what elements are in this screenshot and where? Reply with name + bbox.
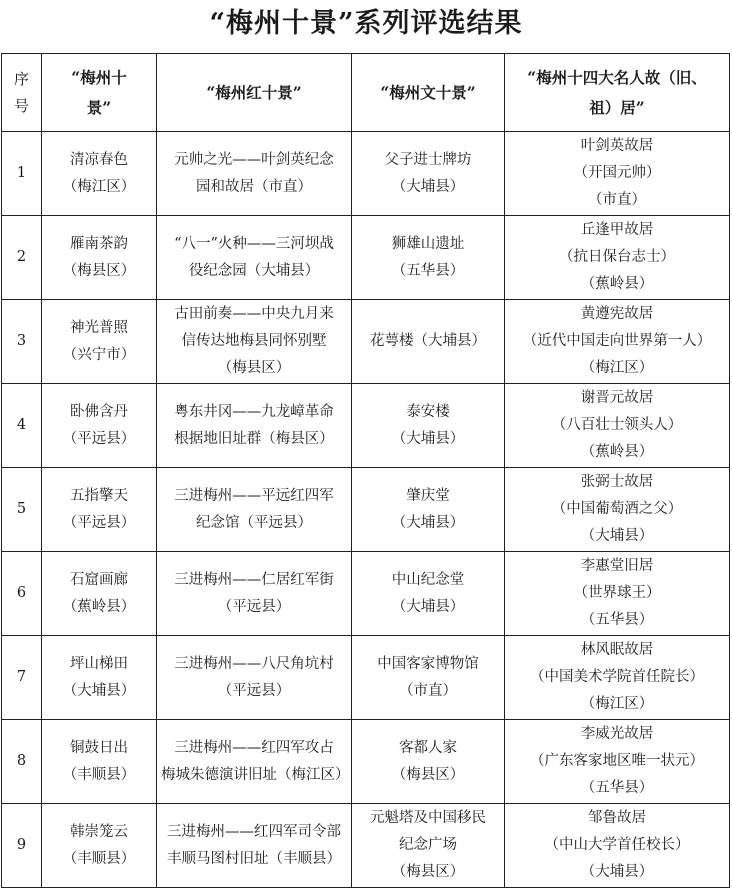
red-scenic-cell: [157, 384, 352, 468]
cell-line: （五华县）: [580, 612, 654, 628]
table-row: [2, 468, 730, 552]
red-scenic-cell: [157, 636, 352, 720]
table-row: [2, 216, 730, 300]
header-line: 祖）居”: [589, 97, 645, 117]
red-scenic-cell: [157, 132, 352, 216]
culture-scenic-cell: [352, 468, 505, 552]
cell-line: 李威光故居: [580, 726, 654, 742]
table-body: [2, 132, 730, 888]
table-row: [2, 720, 730, 804]
culture-scenic-cell: [352, 132, 505, 216]
cell-line: 叶剑英故居: [580, 138, 654, 154]
cell-line: 役纪念园（大埔县）: [188, 262, 320, 279]
table-row: [2, 300, 730, 384]
cell-line: 三进梅州——仁居红军街: [174, 571, 334, 588]
header-line: “梅州文十景”: [380, 82, 476, 102]
cell-line: 三进梅州——平远红四军: [174, 487, 334, 504]
culture-scenic-cell: [352, 636, 505, 720]
residence-cell: [505, 720, 730, 804]
cell-line: 元帅之光——叶剑英纪念: [174, 151, 334, 168]
row-index: 5: [2, 468, 42, 552]
cell-line: （中国美术学院首任院长）: [530, 669, 704, 685]
cell-line: 粤东井冈——九龙嶂革命: [174, 403, 334, 420]
culture-scenic-cell: [352, 216, 505, 300]
cell-line: （蕉岭县）: [62, 598, 136, 615]
red-scenic-cell: [157, 216, 352, 300]
cell-line: 神光普照: [70, 319, 128, 336]
cell-line: （大埔县）: [580, 528, 654, 544]
residence-cell: [505, 384, 730, 468]
header-culture-ten-scenes: [352, 54, 505, 132]
table-row: [2, 636, 730, 720]
cell-line: 丰顺马图村旧址（丰顺县）: [167, 850, 341, 867]
table-row: [2, 384, 730, 468]
residence-cell: [505, 132, 730, 216]
cell-line: （梅县区）: [62, 262, 136, 279]
residence-cell: [505, 552, 730, 636]
cell-line: （近代中国走向世界第一人）: [522, 333, 712, 349]
row-index: 7: [2, 636, 42, 720]
cell-line: （广东客家地区唯一状元）: [530, 753, 704, 769]
cell-line: 卧佛含丹: [70, 403, 128, 420]
cell-line: 雁南茶韵: [70, 235, 128, 252]
red-scenic-cell: [157, 468, 352, 552]
cell-line: 纪念广场: [399, 837, 457, 853]
cell-line: 梅城朱德演讲旧址（梅江区）: [161, 766, 350, 783]
residence-cell: [505, 300, 730, 384]
cell-line: 邹鲁故居: [588, 810, 646, 826]
scenic-cell: [42, 636, 157, 720]
culture-scenic-cell: [352, 720, 505, 804]
cell-line: 古田前奏——中央九月来: [174, 306, 334, 322]
cell-line: 五指擎天: [70, 487, 128, 504]
header-row: [2, 54, 730, 132]
cell-line: 谢晋元故居: [580, 390, 654, 406]
cell-line: 园和故居（市直）: [196, 178, 312, 195]
cell-line: 三进梅州——八尺角坑村: [174, 655, 334, 672]
cell-line: （梅江区）: [580, 696, 654, 712]
page-title: “梅州十景”系列评选结果: [209, 8, 523, 39]
residence-cell: [505, 804, 730, 888]
cell-line: “八一”火种——三河坝战: [174, 235, 334, 252]
cell-line: （大埔县）: [580, 864, 654, 880]
row-index: 2: [2, 216, 42, 300]
cell-line: （丰顺县）: [62, 766, 136, 783]
header-index-line: 序: [13, 69, 29, 88]
cell-line: 信传达地梅县同怀别墅: [181, 333, 327, 349]
cell-line: （梅江区）: [62, 178, 136, 195]
results-table: [1, 53, 730, 888]
cell-line: 三进梅州——红四军司令部: [167, 823, 341, 840]
row-index: 3: [2, 300, 42, 384]
cell-line: 根据地旧址群（梅县区）: [174, 430, 334, 447]
header-line: 景”: [86, 97, 112, 117]
cell-line: 狮雄山遗址: [391, 235, 465, 252]
cell-line: 纪念馆（平远县）: [196, 514, 312, 531]
cell-line: 李惠堂旧居: [580, 558, 654, 574]
red-scenic-cell: [157, 720, 352, 804]
header-index: [2, 54, 42, 132]
cell-line: 中山纪念堂: [391, 571, 465, 588]
cell-line: （梅江区）: [580, 360, 654, 376]
cell-line: 父子进士牌坊: [384, 151, 472, 168]
row-index: 8: [2, 720, 42, 804]
cell-line: （五华县）: [580, 780, 654, 796]
table-row: [2, 804, 730, 888]
header-line: “梅州十四大名人故（旧、: [527, 67, 707, 87]
cell-line: 客都人家: [399, 739, 457, 756]
header-famous-residences: [505, 54, 730, 132]
cell-line: （中山大学首任校长）: [544, 837, 690, 853]
culture-scenic-cell: [352, 804, 505, 888]
cell-line: （大埔县）: [62, 682, 136, 699]
scenic-cell: [42, 216, 157, 300]
cell-line: （五华县）: [391, 262, 465, 279]
cell-line: 石窟画廊: [70, 571, 128, 588]
cell-line: （开国元帅）: [573, 165, 661, 181]
header-line: “梅州红十景”: [206, 82, 302, 102]
row-index: 6: [2, 552, 42, 636]
cell-line: （梅县区）: [391, 864, 465, 880]
row-index: 4: [2, 384, 42, 468]
red-scenic-cell: [157, 552, 352, 636]
row-index: 9: [2, 804, 42, 888]
cell-line: （大埔县）: [391, 430, 465, 447]
header-meizhou-ten-scenes: [42, 54, 157, 132]
cell-line: （抗日保台志士）: [559, 249, 675, 265]
header-index-line: 号: [13, 96, 29, 115]
cell-line: （市直）: [588, 192, 646, 208]
residence-cell: [505, 636, 730, 720]
culture-scenic-cell: [352, 552, 505, 636]
cell-line: 元魁塔及中国移民: [370, 810, 486, 826]
scenic-cell: [42, 552, 157, 636]
scenic-cell: [42, 468, 157, 552]
cell-line: 坪山梯田: [70, 655, 128, 672]
cell-line: 三进梅州——红四军攻占: [174, 739, 334, 756]
red-scenic-cell: [157, 300, 352, 384]
cell-line: （大埔县）: [391, 598, 465, 615]
cell-line: （平远县）: [217, 682, 291, 699]
cell-line: （蕉岭县）: [580, 276, 654, 292]
cell-line: （大埔县）: [391, 178, 465, 195]
red-scenic-cell: [157, 804, 352, 888]
scenic-cell: [42, 804, 157, 888]
cell-line: 林风眠故居: [580, 642, 654, 658]
cell-line: （蕉岭县）: [580, 444, 654, 460]
cell-line: （平远县）: [62, 430, 136, 447]
scenic-cell: [42, 384, 157, 468]
culture-scenic-cell: [352, 300, 505, 384]
cell-line: （市直）: [399, 682, 457, 699]
cell-line: 清凉春色: [70, 151, 128, 168]
cell-line: （中国葡萄酒之父）: [551, 501, 683, 517]
cell-line: 铜鼓日出: [70, 739, 128, 756]
cell-line: （兴宁市）: [62, 346, 136, 363]
scenic-cell: [42, 132, 157, 216]
cell-line: 黄遵宪故居: [580, 306, 654, 322]
row-index: 1: [2, 132, 42, 216]
cell-line: （丰顺县）: [62, 850, 136, 867]
culture-scenic-cell: [352, 384, 505, 468]
scenic-cell: [42, 300, 157, 384]
cell-line: 花萼楼（大埔县）: [370, 333, 486, 349]
scenic-cell: [42, 720, 157, 804]
header-line: “梅州十: [71, 67, 127, 87]
cell-line: （梅县区）: [217, 360, 291, 376]
cell-line: （平远县）: [217, 598, 291, 615]
cell-line: 韩崇笼云: [70, 823, 128, 840]
residence-cell: [505, 216, 730, 300]
cell-line: （梅县区）: [391, 766, 465, 783]
cell-line: （世界球王）: [573, 585, 661, 601]
table-row: [2, 552, 730, 636]
cell-line: 张弼士故居: [580, 474, 654, 490]
cell-line: 肇庆堂: [406, 487, 450, 504]
cell-line: （平远县）: [62, 514, 136, 531]
cell-line: 丘逢甲故居: [580, 222, 654, 238]
cell-line: （大埔县）: [391, 514, 465, 531]
table-row: [2, 132, 730, 216]
header-red-ten-scenes: [157, 54, 352, 132]
residence-cell: [505, 468, 730, 552]
cell-line: 中国客家博物馆: [377, 655, 479, 672]
cell-line: 泰安楼: [406, 403, 450, 420]
cell-line: （八百壮士领头人）: [551, 417, 683, 433]
